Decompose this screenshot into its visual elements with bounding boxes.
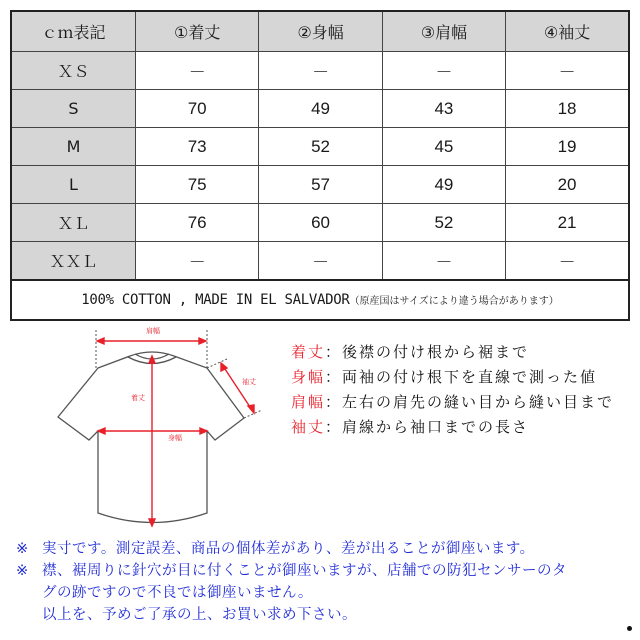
footer-row — [11, 280, 629, 320]
label-sleeve-length: 袖丈 — [242, 378, 256, 386]
measurement-legend — [291, 340, 614, 440]
size-label: L — [11, 166, 136, 204]
size-label: ＸＸＬ — [11, 242, 136, 281]
table-row-xl — [11, 204, 629, 242]
header-sleeve-length: ④袖丈 — [506, 11, 629, 52]
cell-sleeve-length: 21 — [506, 204, 629, 242]
size-label: ＸＳ — [11, 52, 136, 90]
size-label: M — [11, 128, 136, 166]
note-needle-holes-cont: グの跡ですので不良では御座いません。 — [42, 585, 313, 601]
cell-shoulder-width: 43 — [382, 90, 505, 128]
cell-body-width: 57 — [259, 166, 382, 204]
table-row-xs — [11, 52, 629, 90]
tshirt-outline-icon — [58, 330, 262, 523]
cell-sleeve-length: 20 — [506, 166, 629, 204]
legend-item-sleeve-length: 袖丈：肩線から袖口までの長さ — [291, 418, 530, 436]
cell-length: － — [136, 242, 259, 281]
legend-item-shoulder-width: 肩幅：左右の肩先の縫い目から縫い目まで — [291, 393, 615, 411]
cell-body-width: － — [259, 242, 382, 281]
legend-item-length: 着丈：後襟の付け根から裾まで — [291, 343, 530, 361]
label-body-width: 身幅 — [168, 434, 182, 442]
table-row-xxl — [11, 242, 629, 281]
header-body-width: ②身幅 — [259, 11, 382, 52]
header-row — [11, 11, 629, 52]
cell-sleeve-length: 19 — [506, 128, 629, 166]
cell-shoulder-width: － — [382, 242, 505, 281]
table-row-l — [11, 166, 629, 204]
cell-length: 75 — [136, 166, 259, 204]
cell-length: 73 — [136, 128, 259, 166]
header-length: ①着丈 — [136, 11, 259, 52]
size-chart-table — [10, 10, 630, 321]
header-shoulder-width: ③肩幅 — [382, 11, 505, 52]
origin-note: （原産国はサイズにより違う場合があります） — [349, 296, 559, 307]
legend-item-body-width: 身幅：両袖の付け根下を直線で測った値 — [291, 368, 598, 386]
cell-sleeve-length: － — [506, 242, 629, 281]
note-acknowledge: 以上を、予めご了承の上、お買い求め下さい。 — [42, 607, 357, 623]
tshirt-measurement-diagram — [40, 322, 280, 537]
cell-shoulder-width: 45 — [382, 128, 505, 166]
cell-length: 76 — [136, 204, 259, 242]
cell-body-width: － — [259, 52, 382, 90]
table-row-s — [11, 90, 629, 128]
cell-length: － — [136, 52, 259, 90]
size-label: S — [11, 90, 136, 128]
cell-sleeve-length: 18 — [506, 90, 629, 128]
material-origin-cell — [11, 280, 629, 320]
note-measurement: ※ 実寸です。測定誤差、商品の個体差があり、差が出ることが御座います。 — [16, 541, 535, 557]
note-needle-holes: ※ 襟、裾周りに針穴が目に付くことが御座いますが、店舗での防犯センサーのタ — [16, 563, 567, 579]
disclaimer-notes — [16, 538, 567, 626]
dot-mark — [627, 626, 632, 631]
cell-body-width: 52 — [259, 128, 382, 166]
cell-shoulder-width: － — [382, 52, 505, 90]
table-row-m — [11, 128, 629, 166]
cell-shoulder-width: 52 — [382, 204, 505, 242]
measurement-arrows-icon — [97, 338, 254, 526]
cell-sleeve-length: － — [506, 52, 629, 90]
cell-body-width: 49 — [259, 90, 382, 128]
label-length: 着丈 — [131, 394, 145, 402]
cell-shoulder-width: 49 — [382, 166, 505, 204]
label-shoulder-width: 肩幅 — [146, 327, 160, 335]
size-label: ＸＬ — [11, 204, 136, 242]
cell-length: 70 — [136, 90, 259, 128]
cell-body-width: 60 — [259, 204, 382, 242]
material-text: 100% COTTON , MADE IN EL SALVADOR — [81, 292, 350, 308]
header-unit: ｃｍ表記 — [11, 11, 136, 52]
